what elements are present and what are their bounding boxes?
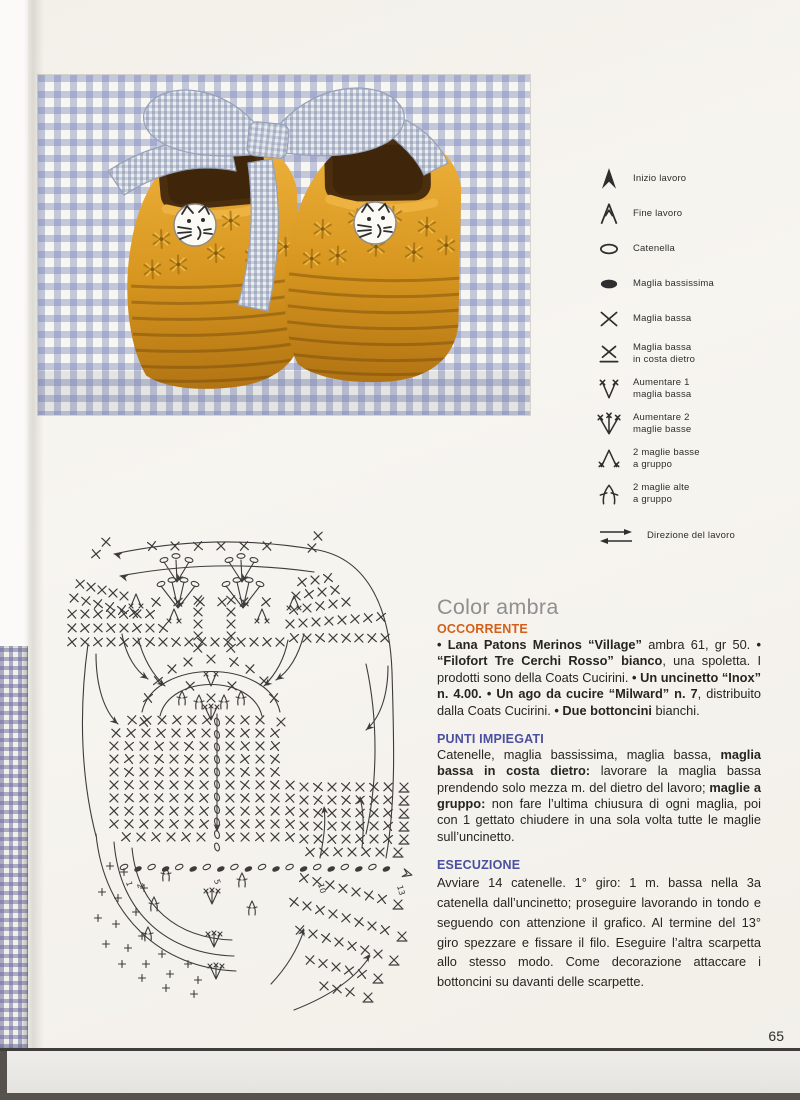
- legend-item: [594, 271, 789, 297]
- diagram-row-number: 5: [212, 878, 223, 886]
- legend-item-label: 2 maglie alte a gruppo: [633, 481, 690, 505]
- legend-item-label: Fine lavoro: [633, 207, 683, 219]
- legend-item: [594, 411, 789, 437]
- article-title: Color ambra: [437, 595, 559, 619]
- instructions-article: [437, 595, 761, 992]
- inc2-icon: [594, 411, 624, 437]
- section-body: • Lana Patons Merinos “Village” ambra 61, gr 50. • “Filofort Tre Cerchi Rosso” bianco, una spoletta. I prodotti sono della Coats Cucirini. • Un uncinetto “Inox” n. 4.00. • Un ago da cucire “Milward” n. 7, distribuito dalla Coats Cucirini. • Due bottoncini bianchi.: [437, 637, 761, 718]
- legend-item: [594, 446, 789, 472]
- legend-item-label: Aumentare 1 maglia bassa: [633, 376, 692, 400]
- legend-item: [594, 306, 789, 332]
- legend-item-label: Aumentare 2 maglie basse: [633, 411, 692, 435]
- legend-item: [594, 523, 789, 549]
- end-icon: [594, 201, 624, 227]
- sc-icon: [594, 306, 624, 332]
- crochet-chart: [66, 516, 424, 1018]
- legend-item: [594, 201, 789, 227]
- legend-item: [594, 236, 789, 262]
- legend-item: [594, 341, 789, 367]
- scan-bottom-edge: [0, 1093, 800, 1100]
- page-number: 65: [768, 1028, 784, 1044]
- chain-icon: [594, 236, 624, 262]
- legend-item-label: Maglia bassa: [633, 312, 692, 324]
- diagram-row-number: 2: [135, 882, 146, 890]
- section-heading: OCCORRENTE: [437, 622, 528, 636]
- page-fold-shadow: [24, 0, 44, 1050]
- inc1-icon: [594, 376, 624, 402]
- direction-icon: [594, 523, 638, 549]
- legend-item-label: Catenella: [633, 242, 675, 254]
- section-heading: ESECUZIONE: [437, 858, 521, 873]
- slip-icon: [594, 271, 624, 297]
- section-heading: PUNTI IMPIEGATI: [437, 731, 544, 746]
- booties-photo: [38, 75, 530, 415]
- section-body: Catenelle, maglia bassissima, maglia bassa, maglia bassa in costa dietro: lavorare la maglia bassa prendendo solo mezza m. del dietro del lavoro; maglie a gruppo: non fare l’ultima chiusura di ogni maglia, poi con 1 gettato chiudere in una sola volta tutte le maglie sull’uncinetto.: [437, 746, 762, 844]
- dc2tog-icon: [594, 481, 624, 507]
- legend-item-label: Direzione del lavoro: [647, 529, 735, 541]
- article-section: [437, 622, 761, 719]
- section-body: Avviare 14 catenelle. 1° giro: 1 m. bassa nella 3a catenella dall’uncinetto; proseguire lavorando in tondo e seguendo con attenzione il grafico. Al termine del 13° giro spezzare e fissare il filo. Eseguire l’altra scarpetta allo stesso modo. Come decorazione attaccare i bottoncini su davanti delle scarpette.: [437, 875, 761, 990]
- diagram-row-number: 1: [124, 880, 135, 888]
- legend-item-label: 2 maglie basse a gruppo: [633, 446, 700, 470]
- legend-item-label: Maglia bassissima: [633, 277, 715, 289]
- start-icon: [594, 166, 624, 192]
- sc2tog-icon: [594, 446, 624, 472]
- article-section: [437, 732, 761, 845]
- article-section: [437, 858, 761, 992]
- legend-item-label: Inizio lavoro: [633, 172, 687, 184]
- legend-item: [594, 376, 789, 402]
- legend-item-label: Maglia bassa in costa dietro: [633, 341, 696, 365]
- symbols-legend: [594, 166, 789, 558]
- legend-item: [594, 481, 789, 507]
- sc-bl-icon: [594, 341, 624, 367]
- diagram-row-number: 13: [395, 884, 407, 897]
- diagram-row-number: 10: [316, 882, 328, 895]
- legend-item: [594, 166, 789, 192]
